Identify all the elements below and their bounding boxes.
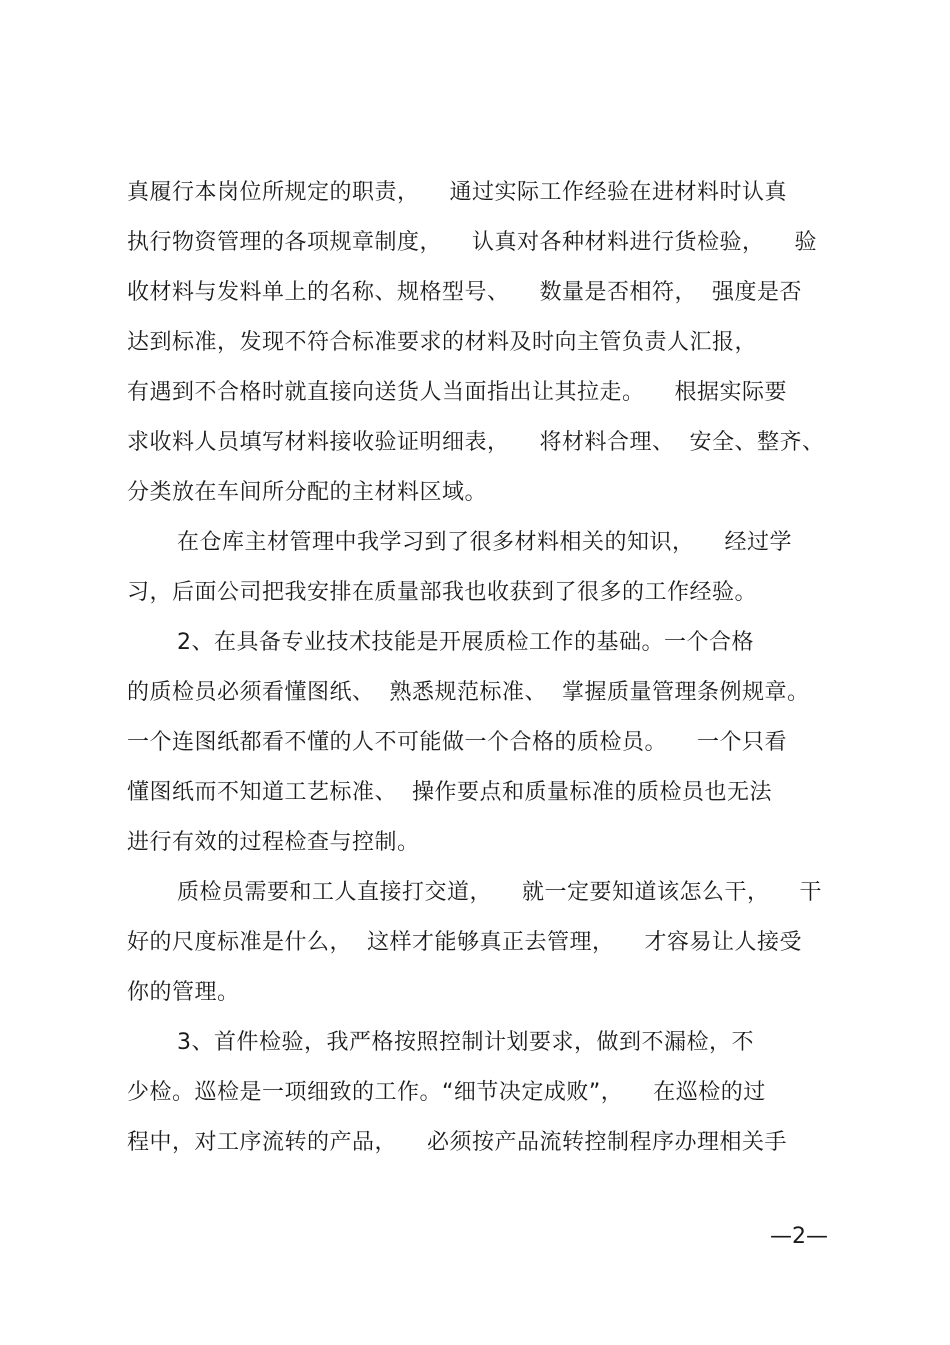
text-line: 执行物资管理的各项规章制度， 认真对各种材料进行货检验， 验 — [127, 230, 817, 255]
text-line: 2、在具备专业技术技能是开展质检工作的基础。一个合格 — [177, 630, 754, 655]
text-line: 习，后面公司把我安排在质量部我也收获到了很多的工作经验。 — [127, 580, 758, 605]
text-line: 分类放在车间所分配的主材料区域。 — [127, 480, 488, 505]
text-line: 3、首件检验，我严格按照控制计划要求，做到不漏检，不 — [177, 1030, 754, 1055]
text-line: 少检。巡检是一项细致的工作。“细节决定成败”， 在巡检的过 — [127, 1080, 766, 1105]
text-line: 你的管理。 — [127, 980, 240, 1005]
text-line: 求收料人员填写材料接收验证明细表， 将材料合理、 安全、整齐、 — [127, 430, 825, 455]
text-line: 一个连图纸都看不懂的人不可能做一个合格的质检员。 一个只看 — [127, 730, 787, 755]
text-line: 收材料与发料单上的名称、规格型号、 数量是否相符， 强度是否 — [127, 280, 802, 305]
text-line: 程中，对工序流转的产品， 必须按产品流转控制程序办理相关手 — [127, 1130, 787, 1155]
text-line: 真履行本岗位所规定的职责， 通过实际工作经验在进材料时认真 — [127, 180, 787, 205]
text-line: 质检员需要和工人直接打交道， 就一定要知道该怎么干， 干 — [177, 880, 822, 905]
text-line: 进行有效的过程检查与控制。 — [127, 830, 420, 855]
text-line: 在仓库主材管理中我学习到了很多材料相关的知识， 经过学 — [177, 530, 792, 555]
page-number: —2— — [770, 1224, 828, 1249]
text-line: 好的尺度标准是什么， 这样才能够真正去管理， 才容易让人接受 — [127, 930, 802, 955]
text-line: 达到标准，发现不符合标准要求的材料及时向主管负责人汇报， — [127, 330, 758, 355]
text-line: 的质检员必须看懂图纸、 熟悉规范标准、 掌握质量管理条例规章。 — [127, 680, 810, 705]
text-line: 有遇到不合格时就直接向送货人当面指出让其拉走。 根据实际要 — [127, 380, 787, 405]
text-line: 懂图纸而不知道工艺标准、 操作要点和质量标准的质检员也无法 — [127, 780, 772, 805]
